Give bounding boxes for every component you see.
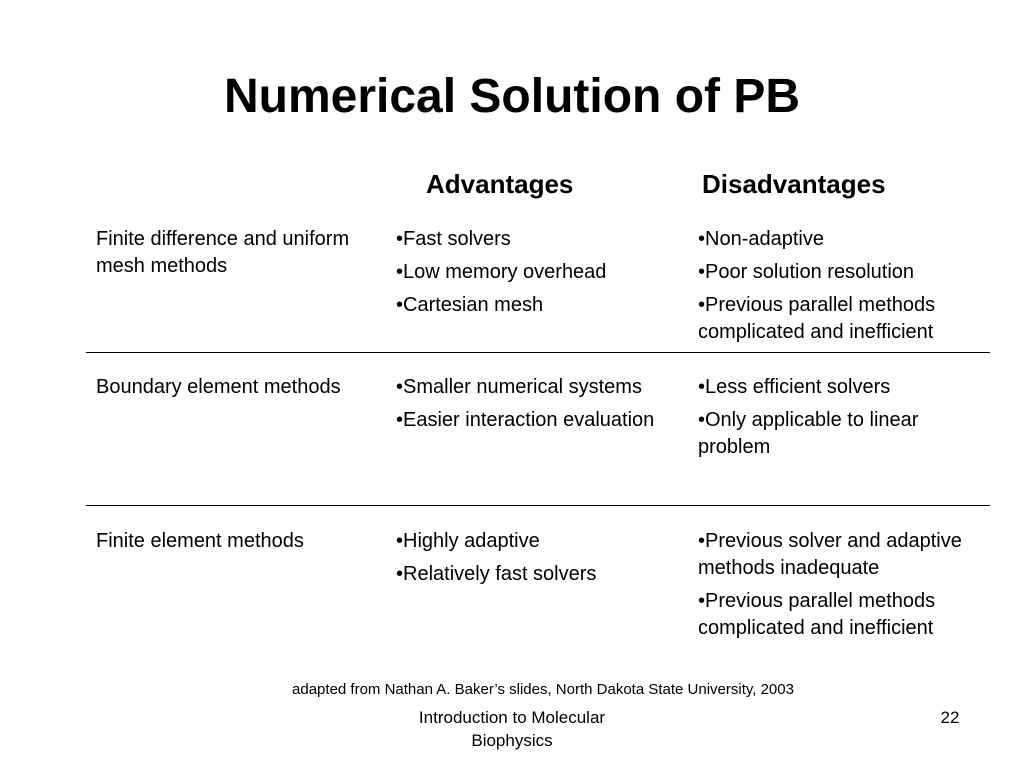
disadvantage-item: •Previous solver and adaptive methods inadequate — [698, 530, 962, 579]
advantages-list — [396, 528, 692, 594]
disadvantage-item: •Less efficient solvers — [698, 376, 891, 398]
row-divider — [86, 505, 990, 506]
disadvantage-item: •Only applicable to linear problem — [698, 409, 919, 458]
advantage-item: •Low memory overhead — [396, 261, 607, 283]
advantage-item: •Highly adaptive — [396, 530, 540, 552]
advantage-item: •Easier interaction evaluation — [396, 409, 655, 431]
advantages-list — [396, 374, 692, 440]
disadvantages-list — [698, 528, 990, 648]
page-number: 22 — [940, 708, 960, 727]
slide-title: Numerical Solution of PB — [223, 70, 801, 123]
disadvantages-list — [698, 226, 990, 352]
advantage-item: •Fast solvers — [396, 228, 511, 250]
disadvantage-item: •Non-adaptive — [698, 228, 824, 250]
citation: adapted from Nathan A. Baker’s slides, North Dakota State University, 2003 — [292, 681, 794, 698]
row-divider — [86, 352, 990, 353]
advantages-list — [396, 226, 692, 325]
disadvantages-column-header: Disadvantages — [702, 169, 886, 199]
method-label: Finite element methods — [96, 530, 304, 552]
advantage-item: •Relatively fast solvers — [396, 563, 597, 585]
advantage-item: •Cartesian mesh — [396, 294, 544, 316]
disadvantage-item: •Poor solution resolution — [698, 261, 915, 283]
advantage-item: •Smaller numerical systems — [396, 376, 642, 398]
footer-course-title: Introduction to Molecular Biophysics — [418, 708, 606, 750]
disadvantage-item: •Previous parallel methods complicated and inefficient — [698, 294, 936, 343]
method-label: Boundary element methods — [96, 376, 341, 398]
disadvantage-item: •Previous parallel methods complicated and inefficient — [698, 590, 936, 639]
advantages-column-header: Advantages — [426, 169, 574, 199]
disadvantages-list — [698, 374, 990, 467]
method-label: Finite difference and uniform mesh methods — [96, 228, 350, 277]
